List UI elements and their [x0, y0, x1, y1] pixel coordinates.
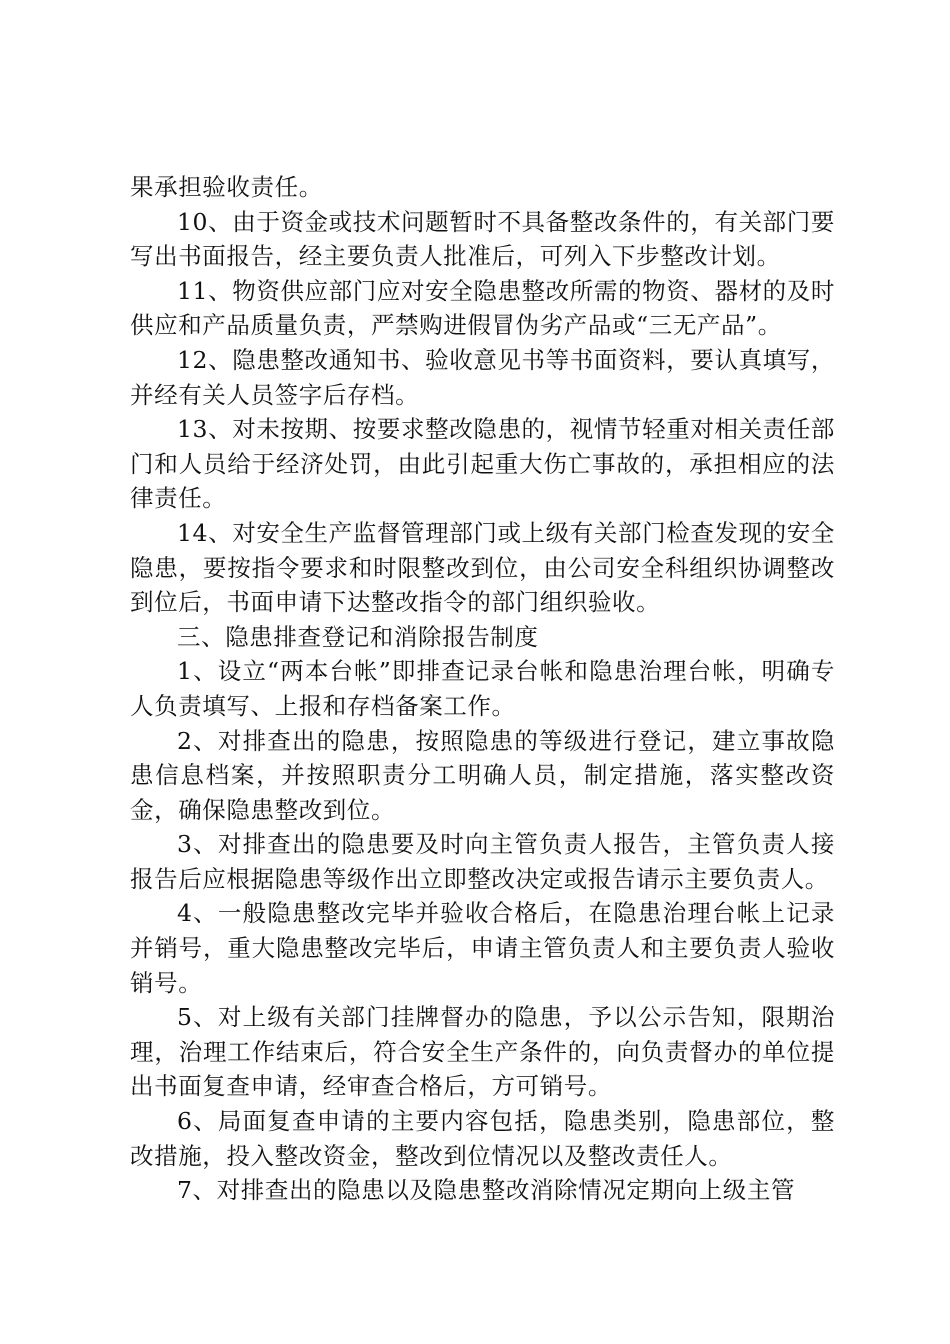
paragraph-item-3: 3、对排查出的隐患要及时向主管负责人报告，主管负责人接报告后应根据隐患等级作出立即整改决定或报告请示主要负责人。	[130, 830, 835, 893]
paragraph-item-12: 12、隐患整改通知书、验收意见书等书面资料，要认真填写，并经有关人员签字后存档。	[130, 345, 835, 409]
paragraph-item-4: 4、一般隐患整改完毕并验收合格后，在隐患治理台帐上记录并销号，重大隐患整改完毕后，申请主管负责人和主要负责人验收销号。	[130, 899, 835, 997]
paragraph-item-14: 14、对安全生产监督管理部门或上级有关部门检查发现的安全隐患，要按指令要求和时限整改到位，由公司安全科组织协调整改到位后，书面申请下达整改指令的部门组织验收。	[130, 518, 835, 617]
paragraph-item-6: 6、局面复查申请的主要内容包括，隐患类别，隐患部位，整改措施，投入整改资金，整改到位情况以及整改责任人。	[130, 1107, 835, 1170]
paragraph-item-1: 1、设立“两本台帐”即排查记录台帐和隐患治理台帐，明确专人负责填写、上报和存档备案工作。	[130, 657, 835, 720]
paragraph-item-2: 2、对排查出的隐患，按照隐患的等级进行登记，建立事故隐患信息档案，并按照职责分工明确人员，制定措施，落实整改资金，确保隐患整改到位。	[130, 726, 835, 824]
document-body	[130, 170, 835, 1208]
paragraph-item-7: 7、对排查出的隐患以及隐患整改消除情况定期向上级主管	[177, 1176, 796, 1205]
section-heading-3: 三、隐患排查登记和消除报告制度	[177, 622, 539, 651]
paragraph-continuation: 果承担验收责任。	[130, 173, 323, 201]
paragraph-item-13: 13、对未按期、按要求整改隐患的，视情节轻重对相关责任部门和人员给于经济处罚，由此引起重大伤亡事故的，承担相应的法律责任。	[130, 415, 835, 513]
paragraph-item-5: 5、对上级有关部门挂牌督办的隐患，予以公示告知，限期治理，治理工作结束后，符合安全生产条件的，向负责督办的单位提出书面复查申请，经审查合格后，方可销号。	[130, 1003, 835, 1101]
paragraph-item-10: 10、由于资金或技术问题暂时不具备整改条件的，有关部门要写出书面报告，经主要负责人批准后，可列入下步整改计划。	[130, 207, 835, 271]
paragraph-item-11: 11、物资供应部门应对安全隐患整改所需的物资、器材的及时供应和产品质量负责，严禁购进假冒伪劣产品或“三无产品”。	[130, 276, 835, 340]
